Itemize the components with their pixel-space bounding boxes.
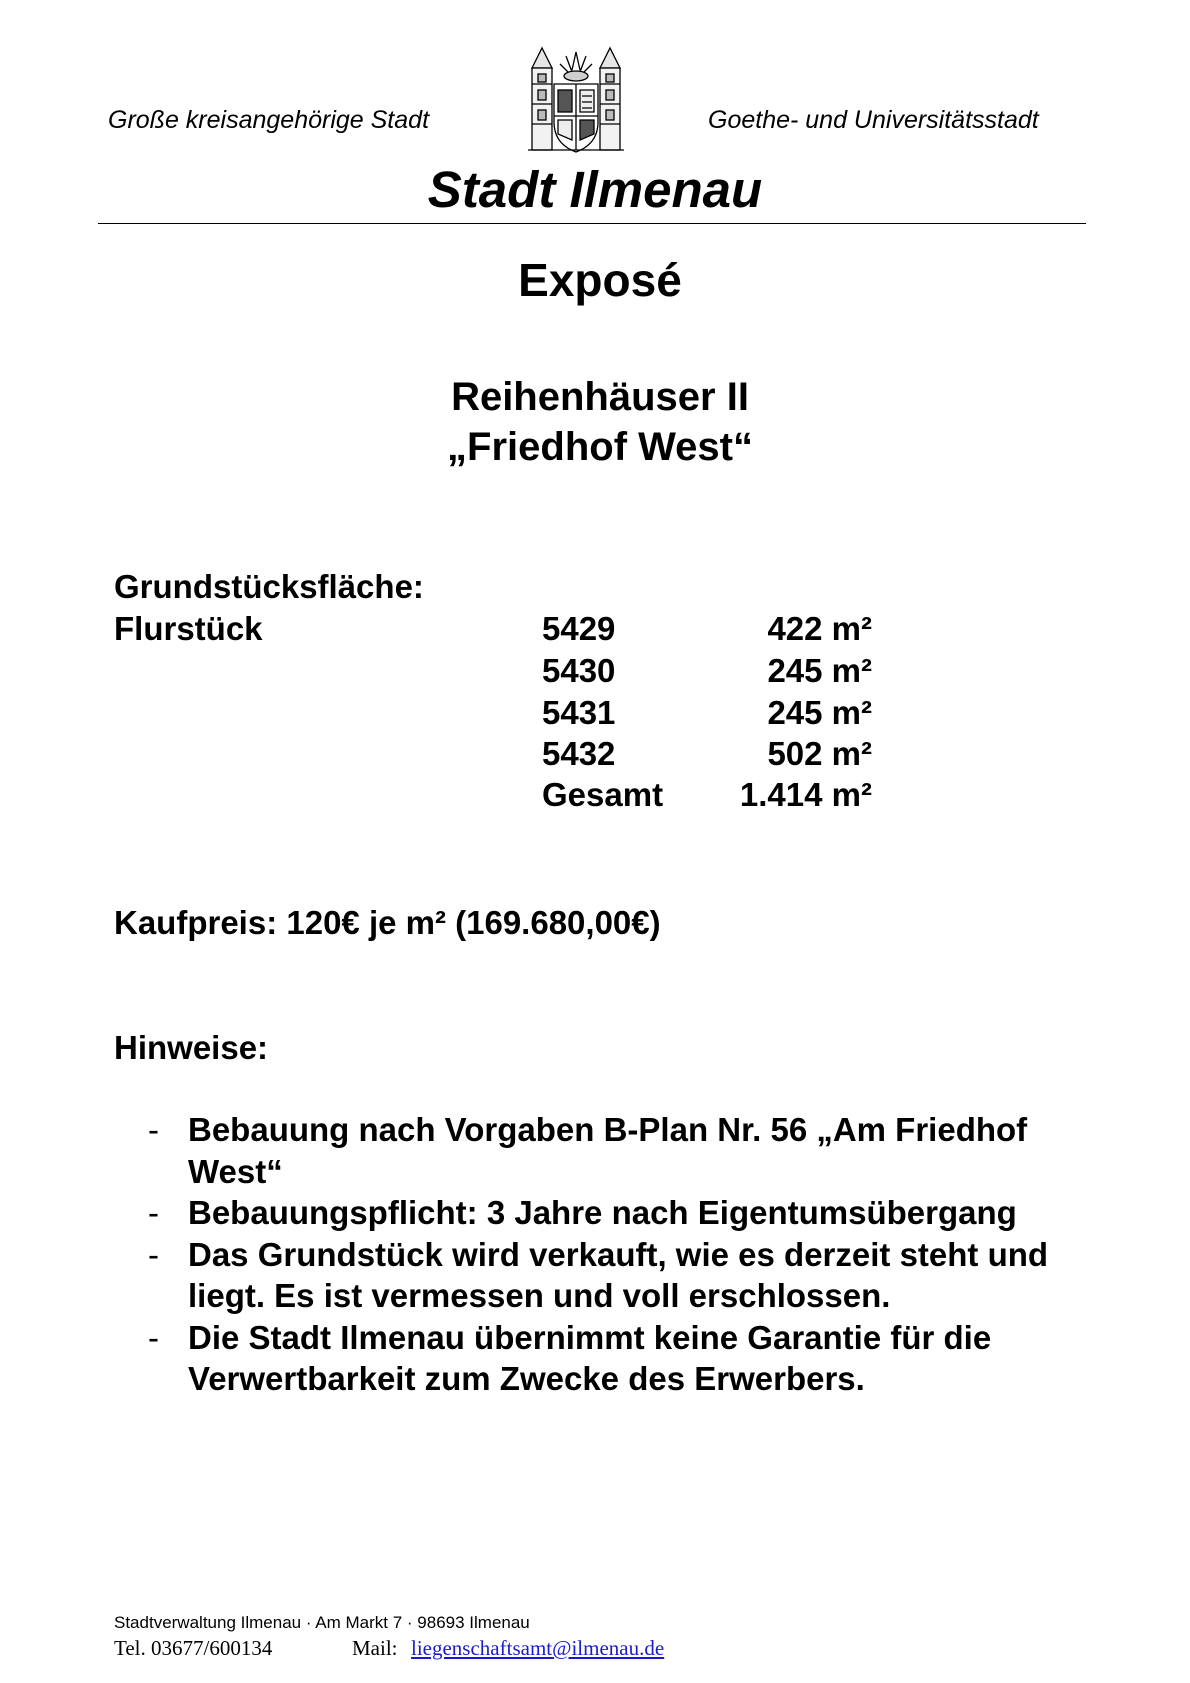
parcel-id: 5431 <box>542 694 616 731</box>
document-title: Exposé <box>518 254 682 306</box>
notes-list <box>148 1109 1098 1400</box>
list-item-text: Bebauung nach Vorgaben B-Plan Nr. 56 „Am Friedhof West“ <box>188 1111 1028 1190</box>
list-item <box>148 1109 1098 1192</box>
header-right-text: Goethe- und Universitätsstadt <box>708 106 1039 134</box>
footer-phone: Tel. 03677/600134 <box>114 1636 273 1660</box>
list-item <box>148 1317 1098 1400</box>
parcel-id: 5430 <box>542 652 616 689</box>
header-left-text: Große kreisangehörige Stadt <box>108 106 430 134</box>
city-title: Stadt Ilmenau <box>427 161 763 218</box>
document-subtitle-line2: „Friedhof West“ <box>447 425 753 469</box>
list-item-text: Das Grundstück wird verkauft, wie es derzeit steht und liegt. Es ist vermessen und voll erschlossen. <box>188 1235 1049 1314</box>
list-item <box>148 1192 1098 1234</box>
list-dash: - <box>148 1318 159 1356</box>
footer-mail-label: Mail: <box>352 1636 398 1660</box>
parcel-id: 5432 <box>542 735 616 772</box>
header-divider <box>98 223 1086 224</box>
document-subtitle-line1: Reihenhäuser II <box>451 375 749 419</box>
parcel-total-area: 1.414 m² <box>739 776 872 813</box>
list-dash: - <box>148 1194 159 1231</box>
list-dash: - <box>148 1111 159 1148</box>
footer-contact <box>114 1636 665 1661</box>
parcel-area: 502 m² <box>767 735 872 772</box>
list-item-text: Die Stadt Ilmenau übernimmt keine Garantie für die Verwertbarkeit zum Zwecke des Erwerbers. <box>188 1318 992 1397</box>
parcel-total-label: Gesamt <box>542 776 664 813</box>
parcel-id: 5429 <box>542 610 616 647</box>
footer-mail-link[interactable]: liegenschaftsamt@ilmenau.de <box>411 1636 665 1660</box>
parcel-area: 422 m² <box>767 610 872 647</box>
list-item <box>148 1234 1098 1317</box>
area-label: Grundstücksfläche: <box>114 568 424 605</box>
list-item-text: Bebauungspflicht: 3 Jahre nach Eigentumsübergang <box>188 1194 1017 1231</box>
parcel-area: 245 m² <box>767 652 872 689</box>
purchase-price: Kaufpreis: 120€ je m² (169.680,00€) <box>114 904 661 941</box>
parcel-area: 245 m² <box>767 694 872 731</box>
list-dash: - <box>148 1235 159 1273</box>
footer-address: Stadtverwaltung Ilmenau · Am Markt 7 · 98693 Ilmenau <box>114 1613 530 1632</box>
notes-heading: Hinweise: <box>114 1029 269 1066</box>
parcel-label: Flurstück <box>114 610 263 647</box>
city-coat-of-arms-icon <box>528 44 624 160</box>
